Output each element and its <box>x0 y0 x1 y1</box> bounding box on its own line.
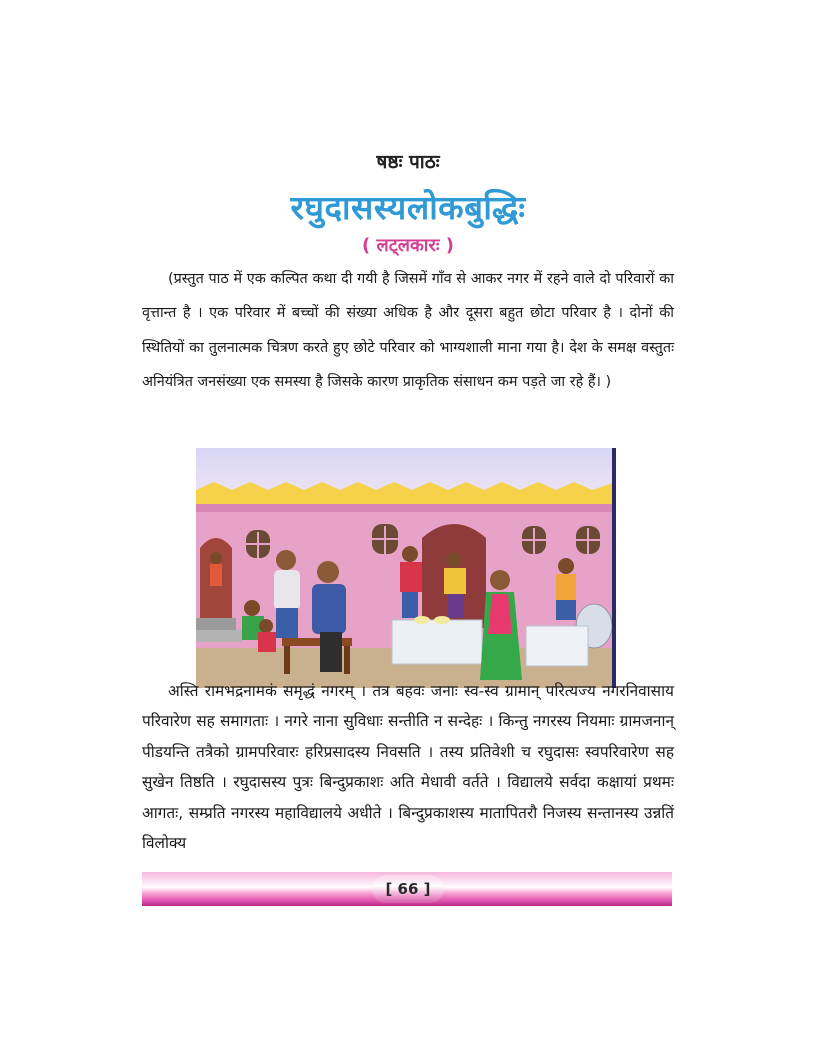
intro-paragraph: (प्रस्तुत पाठ में एक कल्पित कथा दी गयी है जिसमें गाँव से आकर नगर में रहने वाले दो परिवारों का वृत्तान्त है । एक परिवार में बच्चों की संख्या अधिक है और दूसरा बहुत छोटा परिवार है । दोनों की स्थितियों का तुलनात्मक चित्रण करते हुए छोटे परिवार को भाग्यशाली माना गया है। देश के समक्ष वस्तुतः अनियंत्रित जनसंख्या एक समस्या है जिसके कारण प्राकृतिक संसाधन कम पड़ते जा रहे हैं। ) <box>142 271 674 390</box>
lesson-title: रघुदासस्यलोकबुद्धिः <box>290 188 526 227</box>
story-illustration <box>196 448 616 688</box>
body-paragraph: अस्ति रामभद्रनामकं समृद्धं नगरम् । तत्र बहवः जनाः स्व-स्व ग्रामान् परित्यज्य नगरनिवासाय परिवारेण सह समागताः । नगरे नाना सुविधाः सन्तीति न सन्देहः । किन्तु नगरस्य नियमाः ग्रामजनान् पीडयन्ति तत्रैको ग्रामपरिवारः हरिप्रसादस्य निवसति । तस्य प्रतिवेशी च रघुदासः स्वपरिवारेण सह सुखेन तिष्ठति । रघुदासस्य पुत्रः बिन्दुप्रकाशः अति मेधावी वर्तते । विद्यालये सर्वदा कक्षायां प्रथमः आगतः, सम्प्रति नगरस्य महाविद्यालये अधीते । बिन्दुप्रकाशस्य मातापितरौ निजस्य सन्तानस्य उन्नतिं विलोक्य <box>142 682 674 853</box>
page-number: [ 66 ] <box>372 875 444 903</box>
lesson-number: षष्ठः पाठः <box>376 151 440 173</box>
lesson-subtitle: ( लट्लकारः ) <box>362 235 454 256</box>
